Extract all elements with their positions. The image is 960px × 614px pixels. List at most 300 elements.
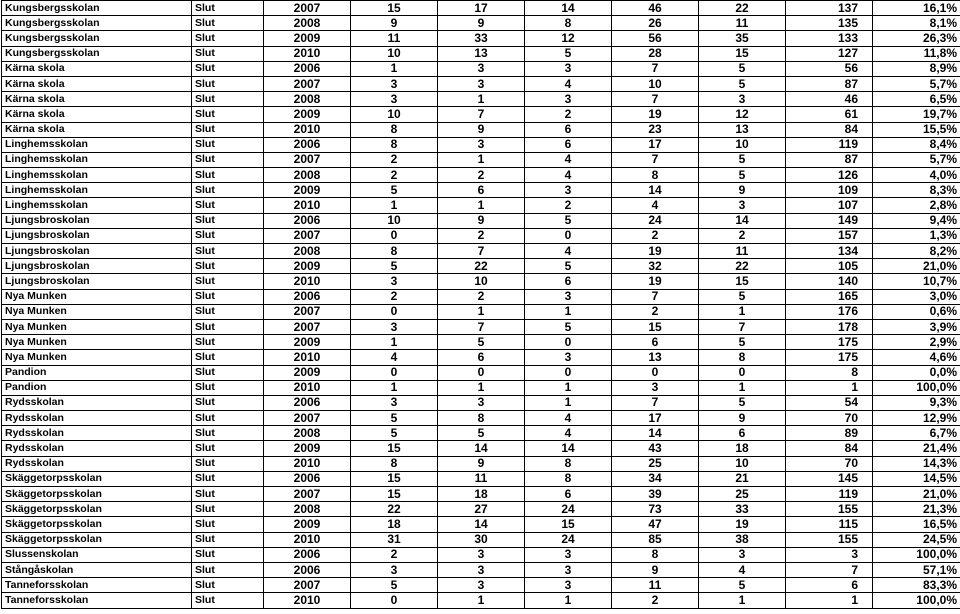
value-cell: 5 bbox=[525, 259, 612, 274]
percentage-cell: 100,0% bbox=[873, 593, 960, 608]
value-cell: 25 bbox=[699, 487, 786, 502]
value-cell: 14 bbox=[612, 426, 699, 441]
value-cell: 1 bbox=[438, 304, 525, 319]
status-cell: Slut bbox=[192, 350, 264, 365]
year-cell: 2010 bbox=[264, 122, 351, 137]
school-name-cell: Kungsbergsskolan bbox=[2, 16, 192, 31]
percentage-cell: 4,6% bbox=[873, 350, 960, 365]
total-cell: 119 bbox=[786, 137, 873, 152]
table-row bbox=[2, 289, 960, 304]
year-cell: 2010 bbox=[264, 274, 351, 289]
year-cell: 2007 bbox=[264, 304, 351, 319]
value-cell: 12 bbox=[699, 107, 786, 122]
year-cell: 2010 bbox=[264, 532, 351, 547]
percentage-cell: 16,5% bbox=[873, 517, 960, 532]
value-cell: 2 bbox=[438, 228, 525, 243]
total-cell: 46 bbox=[786, 92, 873, 107]
value-cell: 3 bbox=[525, 183, 612, 198]
year-cell: 2009 bbox=[264, 441, 351, 456]
total-cell: 119 bbox=[786, 487, 873, 502]
percentage-cell: 6,5% bbox=[873, 92, 960, 107]
value-cell: 9 bbox=[699, 411, 786, 426]
value-cell: 19 bbox=[612, 107, 699, 122]
value-cell: 14 bbox=[699, 213, 786, 228]
status-cell: Slut bbox=[192, 152, 264, 167]
percentage-cell: 1,3% bbox=[873, 228, 960, 243]
value-cell: 22 bbox=[699, 259, 786, 274]
year-cell: 2010 bbox=[264, 46, 351, 61]
status-cell: Slut bbox=[192, 289, 264, 304]
value-cell: 47 bbox=[612, 517, 699, 532]
value-cell: 0 bbox=[525, 335, 612, 350]
year-cell: 2007 bbox=[264, 319, 351, 334]
value-cell: 5 bbox=[525, 213, 612, 228]
total-cell: 178 bbox=[786, 319, 873, 334]
value-cell: 4 bbox=[525, 168, 612, 183]
percentage-cell: 12,9% bbox=[873, 411, 960, 426]
school-name-cell: Ljungsbroskolan bbox=[2, 274, 192, 289]
year-cell: 2010 bbox=[264, 593, 351, 608]
value-cell: 21 bbox=[699, 471, 786, 486]
value-cell: 10 bbox=[351, 46, 438, 61]
percentage-cell: 2,9% bbox=[873, 335, 960, 350]
percentage-cell: 11,8% bbox=[873, 46, 960, 61]
value-cell: 3 bbox=[351, 562, 438, 577]
table-row bbox=[2, 274, 960, 289]
status-cell: Slut bbox=[192, 92, 264, 107]
percentage-cell: 6,7% bbox=[873, 426, 960, 441]
value-cell: 24 bbox=[612, 213, 699, 228]
value-cell: 9 bbox=[699, 183, 786, 198]
year-cell: 2006 bbox=[264, 471, 351, 486]
school-name-cell: Skäggetorpsskolan bbox=[2, 502, 192, 517]
value-cell: 6 bbox=[525, 487, 612, 502]
value-cell: 10 bbox=[699, 137, 786, 152]
value-cell: 10 bbox=[699, 456, 786, 471]
value-cell: 11 bbox=[699, 16, 786, 31]
value-cell: 14 bbox=[525, 441, 612, 456]
total-cell: 3 bbox=[786, 547, 873, 562]
value-cell: 4 bbox=[699, 562, 786, 577]
value-cell: 8 bbox=[351, 122, 438, 137]
percentage-cell: 8,4% bbox=[873, 137, 960, 152]
total-cell: 70 bbox=[786, 456, 873, 471]
school-name-cell: Pandion bbox=[2, 365, 192, 380]
value-cell: 3 bbox=[351, 319, 438, 334]
percentage-cell: 3,0% bbox=[873, 289, 960, 304]
table-row bbox=[2, 213, 960, 228]
status-cell: Slut bbox=[192, 456, 264, 471]
value-cell: 2 bbox=[525, 198, 612, 213]
status-cell: Slut bbox=[192, 168, 264, 183]
value-cell: 31 bbox=[351, 532, 438, 547]
value-cell: 5 bbox=[351, 426, 438, 441]
table-row bbox=[2, 122, 960, 137]
value-cell: 9 bbox=[351, 16, 438, 31]
value-cell: 4 bbox=[525, 411, 612, 426]
value-cell: 10 bbox=[351, 107, 438, 122]
value-cell: 8 bbox=[351, 244, 438, 259]
value-cell: 2 bbox=[438, 289, 525, 304]
value-cell: 22 bbox=[699, 1, 786, 16]
value-cell: 6 bbox=[699, 426, 786, 441]
school-name-cell: Nya Munken bbox=[2, 289, 192, 304]
total-cell: 89 bbox=[786, 426, 873, 441]
total-cell: 175 bbox=[786, 350, 873, 365]
table-row bbox=[2, 547, 960, 562]
school-name-cell: Rydsskolan bbox=[2, 411, 192, 426]
value-cell: 3 bbox=[525, 289, 612, 304]
school-name-cell: Ljungsbroskolan bbox=[2, 228, 192, 243]
school-name-cell: Skäggetorpsskolan bbox=[2, 517, 192, 532]
school-name-cell: Nya Munken bbox=[2, 304, 192, 319]
table-row bbox=[2, 426, 960, 441]
year-cell: 2007 bbox=[264, 578, 351, 593]
value-cell: 22 bbox=[438, 259, 525, 274]
value-cell: 18 bbox=[699, 441, 786, 456]
value-cell: 3 bbox=[525, 92, 612, 107]
value-cell: 7 bbox=[438, 107, 525, 122]
percentage-cell: 24,5% bbox=[873, 532, 960, 547]
table-row bbox=[2, 456, 960, 471]
percentage-cell: 9,4% bbox=[873, 213, 960, 228]
value-cell: 8 bbox=[351, 137, 438, 152]
school-name-cell: Linghemsskolan bbox=[2, 183, 192, 198]
value-cell: 3 bbox=[699, 92, 786, 107]
table-row bbox=[2, 168, 960, 183]
value-cell: 5 bbox=[699, 335, 786, 350]
percentage-cell: 83,3% bbox=[873, 578, 960, 593]
value-cell: 3 bbox=[438, 395, 525, 410]
value-cell: 6 bbox=[438, 183, 525, 198]
value-cell: 3 bbox=[438, 578, 525, 593]
value-cell: 3 bbox=[525, 562, 612, 577]
status-cell: Slut bbox=[192, 593, 264, 608]
year-cell: 2006 bbox=[264, 213, 351, 228]
total-cell: 1 bbox=[786, 380, 873, 395]
value-cell: 3 bbox=[438, 76, 525, 91]
total-cell: 155 bbox=[786, 532, 873, 547]
value-cell: 3 bbox=[525, 350, 612, 365]
table-row bbox=[2, 183, 960, 198]
value-cell: 8 bbox=[351, 456, 438, 471]
value-cell: 7 bbox=[612, 61, 699, 76]
total-cell: 8 bbox=[786, 365, 873, 380]
table-row bbox=[2, 61, 960, 76]
value-cell: 0 bbox=[699, 365, 786, 380]
percentage-cell: 0,0% bbox=[873, 365, 960, 380]
year-cell: 2009 bbox=[264, 335, 351, 350]
value-cell: 1 bbox=[438, 152, 525, 167]
table-row bbox=[2, 76, 960, 91]
value-cell: 5 bbox=[525, 319, 612, 334]
value-cell: 1 bbox=[351, 380, 438, 395]
status-cell: Slut bbox=[192, 16, 264, 31]
school-name-cell: Rydsskolan bbox=[2, 426, 192, 441]
value-cell: 10 bbox=[438, 274, 525, 289]
value-cell: 17 bbox=[612, 137, 699, 152]
table-row bbox=[2, 319, 960, 334]
year-cell: 2008 bbox=[264, 92, 351, 107]
value-cell: 9 bbox=[438, 213, 525, 228]
value-cell: 15 bbox=[351, 441, 438, 456]
value-cell: 46 bbox=[612, 1, 699, 16]
value-cell: 3 bbox=[438, 547, 525, 562]
table-row bbox=[2, 593, 960, 608]
value-cell: 6 bbox=[438, 350, 525, 365]
value-cell: 7 bbox=[612, 92, 699, 107]
value-cell: 8 bbox=[612, 547, 699, 562]
value-cell: 1 bbox=[438, 593, 525, 608]
status-cell: Slut bbox=[192, 304, 264, 319]
table-row bbox=[2, 365, 960, 380]
value-cell: 28 bbox=[612, 46, 699, 61]
table-row bbox=[2, 411, 960, 426]
table-row bbox=[2, 107, 960, 122]
status-cell: Slut bbox=[192, 228, 264, 243]
total-cell: 157 bbox=[786, 228, 873, 243]
value-cell: 5 bbox=[351, 259, 438, 274]
percentage-cell: 0,6% bbox=[873, 304, 960, 319]
value-cell: 3 bbox=[699, 198, 786, 213]
value-cell: 15 bbox=[351, 487, 438, 502]
value-cell: 2 bbox=[351, 289, 438, 304]
total-cell: 149 bbox=[786, 213, 873, 228]
table-row bbox=[2, 198, 960, 213]
year-cell: 2006 bbox=[264, 547, 351, 562]
value-cell: 56 bbox=[612, 31, 699, 46]
value-cell: 39 bbox=[612, 487, 699, 502]
total-cell: 175 bbox=[786, 335, 873, 350]
value-cell: 2 bbox=[612, 593, 699, 608]
table-row bbox=[2, 487, 960, 502]
status-cell: Slut bbox=[192, 319, 264, 334]
value-cell: 7 bbox=[612, 152, 699, 167]
year-cell: 2006 bbox=[264, 289, 351, 304]
value-cell: 0 bbox=[351, 228, 438, 243]
school-name-cell: Rydsskolan bbox=[2, 441, 192, 456]
percentage-cell: 10,7% bbox=[873, 274, 960, 289]
value-cell: 43 bbox=[612, 441, 699, 456]
value-cell: 6 bbox=[525, 274, 612, 289]
year-cell: 2010 bbox=[264, 380, 351, 395]
value-cell: 11 bbox=[438, 471, 525, 486]
value-cell: 4 bbox=[525, 426, 612, 441]
status-cell: Slut bbox=[192, 441, 264, 456]
value-cell: 11 bbox=[351, 31, 438, 46]
total-cell: 133 bbox=[786, 31, 873, 46]
table-row bbox=[2, 92, 960, 107]
value-cell: 17 bbox=[438, 1, 525, 16]
value-cell: 11 bbox=[612, 578, 699, 593]
percentage-cell: 8,2% bbox=[873, 244, 960, 259]
value-cell: 5 bbox=[699, 395, 786, 410]
status-cell: Slut bbox=[192, 487, 264, 502]
school-name-cell: Slussenskolan bbox=[2, 547, 192, 562]
percentage-cell: 15,5% bbox=[873, 122, 960, 137]
value-cell: 3 bbox=[612, 380, 699, 395]
percentage-cell: 2,8% bbox=[873, 198, 960, 213]
percentage-cell: 5,7% bbox=[873, 152, 960, 167]
percentage-cell: 100,0% bbox=[873, 380, 960, 395]
value-cell: 3 bbox=[525, 547, 612, 562]
school-name-cell: Pandion bbox=[2, 380, 192, 395]
year-cell: 2006 bbox=[264, 562, 351, 577]
value-cell: 0 bbox=[525, 228, 612, 243]
value-cell: 9 bbox=[438, 16, 525, 31]
value-cell: 19 bbox=[612, 274, 699, 289]
total-cell: 105 bbox=[786, 259, 873, 274]
status-cell: Slut bbox=[192, 274, 264, 289]
value-cell: 25 bbox=[612, 456, 699, 471]
value-cell: 2 bbox=[351, 547, 438, 562]
value-cell: 6 bbox=[525, 137, 612, 152]
value-cell: 30 bbox=[438, 532, 525, 547]
status-cell: Slut bbox=[192, 76, 264, 91]
percentage-cell: 21,0% bbox=[873, 487, 960, 502]
value-cell: 1 bbox=[351, 61, 438, 76]
value-cell: 7 bbox=[612, 395, 699, 410]
total-cell: 54 bbox=[786, 395, 873, 410]
value-cell: 3 bbox=[438, 562, 525, 577]
school-name-cell: Linghemsskolan bbox=[2, 168, 192, 183]
value-cell: 1 bbox=[699, 593, 786, 608]
value-cell: 18 bbox=[351, 517, 438, 532]
percentage-cell: 8,1% bbox=[873, 16, 960, 31]
value-cell: 6 bbox=[612, 335, 699, 350]
school-name-cell: Nya Munken bbox=[2, 335, 192, 350]
value-cell: 8 bbox=[525, 16, 612, 31]
year-cell: 2007 bbox=[264, 152, 351, 167]
value-cell: 1 bbox=[699, 304, 786, 319]
year-cell: 2009 bbox=[264, 183, 351, 198]
year-cell: 2007 bbox=[264, 1, 351, 16]
value-cell: 5 bbox=[351, 411, 438, 426]
value-cell: 1 bbox=[525, 304, 612, 319]
year-cell: 2006 bbox=[264, 61, 351, 76]
year-cell: 2010 bbox=[264, 350, 351, 365]
value-cell: 0 bbox=[351, 365, 438, 380]
value-cell: 32 bbox=[612, 259, 699, 274]
school-name-cell: Tanneforsskolan bbox=[2, 578, 192, 593]
percentage-cell: 14,5% bbox=[873, 471, 960, 486]
value-cell: 1 bbox=[525, 395, 612, 410]
value-cell: 8 bbox=[699, 350, 786, 365]
value-cell: 9 bbox=[438, 456, 525, 471]
year-cell: 2006 bbox=[264, 395, 351, 410]
status-cell: Slut bbox=[192, 471, 264, 486]
status-cell: Slut bbox=[192, 244, 264, 259]
value-cell: 23 bbox=[612, 122, 699, 137]
school-name-cell: Nya Munken bbox=[2, 350, 192, 365]
value-cell: 6 bbox=[525, 122, 612, 137]
year-cell: 2006 bbox=[264, 137, 351, 152]
value-cell: 2 bbox=[351, 168, 438, 183]
value-cell: 5 bbox=[699, 168, 786, 183]
total-cell: 155 bbox=[786, 502, 873, 517]
value-cell: 2 bbox=[525, 107, 612, 122]
year-cell: 2008 bbox=[264, 502, 351, 517]
value-cell: 9 bbox=[612, 562, 699, 577]
status-cell: Slut bbox=[192, 502, 264, 517]
value-cell: 7 bbox=[438, 319, 525, 334]
total-cell: 145 bbox=[786, 471, 873, 486]
value-cell: 14 bbox=[438, 517, 525, 532]
value-cell: 18 bbox=[438, 487, 525, 502]
value-cell: 0 bbox=[351, 593, 438, 608]
table-row bbox=[2, 562, 960, 577]
value-cell: 12 bbox=[525, 31, 612, 46]
value-cell: 4 bbox=[525, 152, 612, 167]
total-cell: 109 bbox=[786, 183, 873, 198]
status-cell: Slut bbox=[192, 198, 264, 213]
table-row bbox=[2, 532, 960, 547]
value-cell: 1 bbox=[438, 380, 525, 395]
value-cell: 5 bbox=[438, 426, 525, 441]
value-cell: 15 bbox=[612, 319, 699, 334]
school-name-cell: Skäggetorpsskolan bbox=[2, 471, 192, 486]
value-cell: 10 bbox=[351, 213, 438, 228]
school-name-cell: Kungsbergsskolan bbox=[2, 31, 192, 46]
value-cell: 0 bbox=[438, 365, 525, 380]
value-cell: 4 bbox=[351, 350, 438, 365]
table-row bbox=[2, 395, 960, 410]
status-cell: Slut bbox=[192, 213, 264, 228]
total-cell: 137 bbox=[786, 1, 873, 16]
value-cell: 5 bbox=[351, 578, 438, 593]
value-cell: 33 bbox=[699, 502, 786, 517]
value-cell: 8 bbox=[525, 471, 612, 486]
status-cell: Slut bbox=[192, 31, 264, 46]
school-name-cell: Linghemsskolan bbox=[2, 152, 192, 167]
school-name-cell: Linghemsskolan bbox=[2, 137, 192, 152]
value-cell: 3 bbox=[351, 274, 438, 289]
school-name-cell: Rydsskolan bbox=[2, 456, 192, 471]
percentage-cell: 8,3% bbox=[873, 183, 960, 198]
value-cell: 15 bbox=[525, 517, 612, 532]
value-cell: 3 bbox=[438, 137, 525, 152]
percentage-cell: 100,0% bbox=[873, 547, 960, 562]
value-cell: 3 bbox=[438, 61, 525, 76]
table-row bbox=[2, 259, 960, 274]
value-cell: 2 bbox=[699, 228, 786, 243]
total-cell: 165 bbox=[786, 289, 873, 304]
school-name-cell: Ljungsbroskolan bbox=[2, 244, 192, 259]
value-cell: 7 bbox=[438, 244, 525, 259]
total-cell: 84 bbox=[786, 441, 873, 456]
status-cell: Slut bbox=[192, 395, 264, 410]
school-name-cell: Ljungsbroskolan bbox=[2, 213, 192, 228]
status-cell: Slut bbox=[192, 365, 264, 380]
total-cell: 176 bbox=[786, 304, 873, 319]
total-cell: 134 bbox=[786, 244, 873, 259]
value-cell: 15 bbox=[699, 46, 786, 61]
value-cell: 3 bbox=[351, 92, 438, 107]
status-cell: Slut bbox=[192, 547, 264, 562]
value-cell: 13 bbox=[438, 46, 525, 61]
table-body bbox=[2, 1, 960, 609]
year-cell: 2010 bbox=[264, 198, 351, 213]
value-cell: 3 bbox=[525, 61, 612, 76]
value-cell: 8 bbox=[612, 168, 699, 183]
status-cell: Slut bbox=[192, 426, 264, 441]
school-name-cell: Linghemsskolan bbox=[2, 198, 192, 213]
total-cell: 87 bbox=[786, 76, 873, 91]
table-row bbox=[2, 335, 960, 350]
table-row bbox=[2, 137, 960, 152]
value-cell: 38 bbox=[699, 532, 786, 547]
value-cell: 73 bbox=[612, 502, 699, 517]
